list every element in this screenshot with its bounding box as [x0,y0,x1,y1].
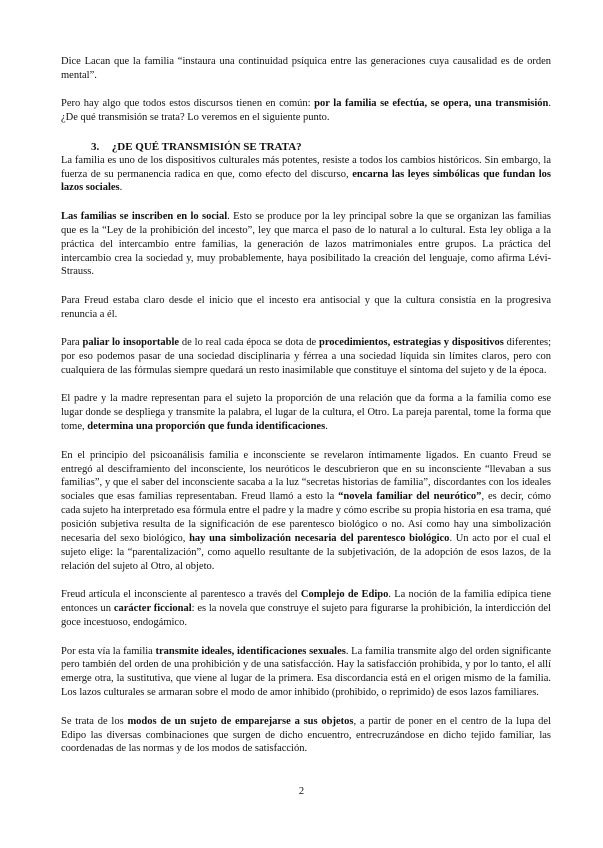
bold-text: encarna las leyes simbólicas que fundan los lazos sociales [61,168,551,194]
paragraph-modes [61,715,551,757]
text-run: Freud articula el inconsciente al parentesco a través del [61,589,301,601]
paragraph-oedipus [61,588,551,630]
paragraph-palliate [61,336,551,378]
text-run: : es la novela que construye el sujeto para figurarse la prohibición, la interdicción del goce incestuoso, endogámico. [61,603,551,629]
bold-text: hay una simbolización necesaria del parentesco biológico [189,533,450,545]
text-run: . Un acto por el cual el sujeto elige: la “parentalización”, como aquello resultante de la subjetivación, de la adopción de esos lazos, de la relación del sujeto al Otro, al objeto. [61,533,551,572]
paragraph-family-dispositive [61,154,551,196]
text-run: . [119,182,123,194]
bold-text: carácter ficcional [113,603,192,615]
bold-text: Las familias se inscriben en lo social [61,210,228,222]
text-run: En el principio del psicoanálisis familia e inconsciente se revelaron íntimamente ligados. En cuanto Freud se entregó al desciframiento del inconsciente, los neuróticos le descubrieron que en su inconsciente “llevaban a sus familias”, y que el saber del inconsciente sacaba a la luz “secretas historias de familia”, discordantes con los ideales sociales que esas familias representaban. Freud llamó a esto la [61,449,551,503]
text-run: , a partir de poner en el centro de la lupa del Edipo las diversas combinaciones que surgen de dicho encuentro, entrecruzándose en dicho tejido familiar, las coordenadas de las normas y de los modos de satisfacción. [61,715,551,755]
text-run: . [325,421,328,433]
paragraph-transmission [61,97,551,125]
text-run: . La familia transmite algo del orden significante pero también del orden de una prohibición y de una satisfacción. Hay la satisfacción prohibida, y por lo tanto, el allí emerge otra, la sustitutiva, que viene al lugar de la primera. Esa discordancia está en el origen mismo de la familia. Los lazos culturales se armaran sobre el modo de amor inhibido (prohibido, o reprimido) de esos lazos familiares. [61,645,551,699]
text-run: Se trata de los [61,715,128,727]
paragraph-lacan-quote [61,55,551,83]
bold-text: transmite ideales, identificaciones sexuales [155,645,346,657]
text-run: . ¿De qué transmisión se trata? Lo veremos en el siguiente punto. [61,98,551,124]
bold-text: modos de un sujeto de emparejarse a sus objetos [127,715,354,727]
paragraph-father-mother [61,392,551,434]
document-page [61,55,551,756]
bold-text: procedimientos, estrategias y dispositivos [319,337,504,349]
bold-text: determina una proporción que funda identificaciones [87,421,326,433]
section-number: 3. [91,140,100,153]
section-heading [61,140,551,154]
text-run: Por esta vía la familia [61,645,156,657]
text-run: Para [61,337,83,349]
bold-text: “novela familiar del neurótico” [338,491,482,503]
text-run: de lo real cada época se dota de [179,337,319,349]
bold-text: Complejo de Edipo [300,589,389,601]
text-run: Dice Lacan que la familia “instaura una continuidad psíquica entre las generaciones cuya causalidad es de orden mental”. [61,56,551,81]
paragraph-psychoanalysis [61,449,551,574]
text-run: , es decir, cómo cada sujeto ha interpretado esa fórmula entre el padre y la madre y cómo escribe su propia historia en esa trama, qué posición subjetiva resulta de la significación de ese parentesco biológico o no. Así como hay una simbolización necesaria del sexo biológico, [61,491,552,545]
paragraph-families-social [61,210,551,280]
paragraph-freud-incest [61,294,551,322]
text-run: . La noción de la familia edípica tiene entonces un [61,589,552,615]
paragraph-ideals [61,645,551,701]
page-number: 2 [298,786,305,797]
text-run: La familia es uno de los dispositivos culturales más potentes, resiste a todos los cambios históricos. Sin embargo, la fuerza de su permanencia radica en que, como efecto del discurso, [61,154,551,180]
bold-text: paliar lo insoportable [82,337,180,349]
section-title: ¿DE QUÉ TRANSMISIÓN SE TRATA? [111,140,302,153]
text-run: El padre y la madre representan para el sujeto la proporción de una relación que da forma a la familia como ese lugar donde se despliega y transmite la palabra, el lugar de la cultura, el Otro. La pareja parental, tome la forma que tome, [61,393,551,433]
text-run: Pero hay algo que todos estos discursos tienen en común: [61,98,315,110]
text-run: Para Freud estaba claro desde el inicio que el incesto era antisocial y que la cultura consistía en la progresiva renuncia a él. [61,294,551,320]
bold-text: por la familia se efectúa, se opera, una transmisión [314,98,549,110]
text-run: diferentes; por eso podemos pasar de una sociedad disciplinaria y férrea a una sociedad líquida sin límites claros, pero con cualquiera de las fórmulas siempre quedará un resto inasimilable que constituye el síntoma del sujeto y de la época. [61,337,551,376]
text-run: . Esto se produce por la ley principal sobre la que se organizan las familias que es la “Ley de la prohibición del incesto”, ley que marca el paso de lo natural a lo cultural. Esta ley obliga a la práctica del intercambio entre familias, la generación de lazos matrimoniales entre grupos. La práctica del intercambio crea la sociedad y, muy probablemente, haya posibilitado la creación del lenguaje, como afirma Lévi-Strauss. [61,210,551,278]
